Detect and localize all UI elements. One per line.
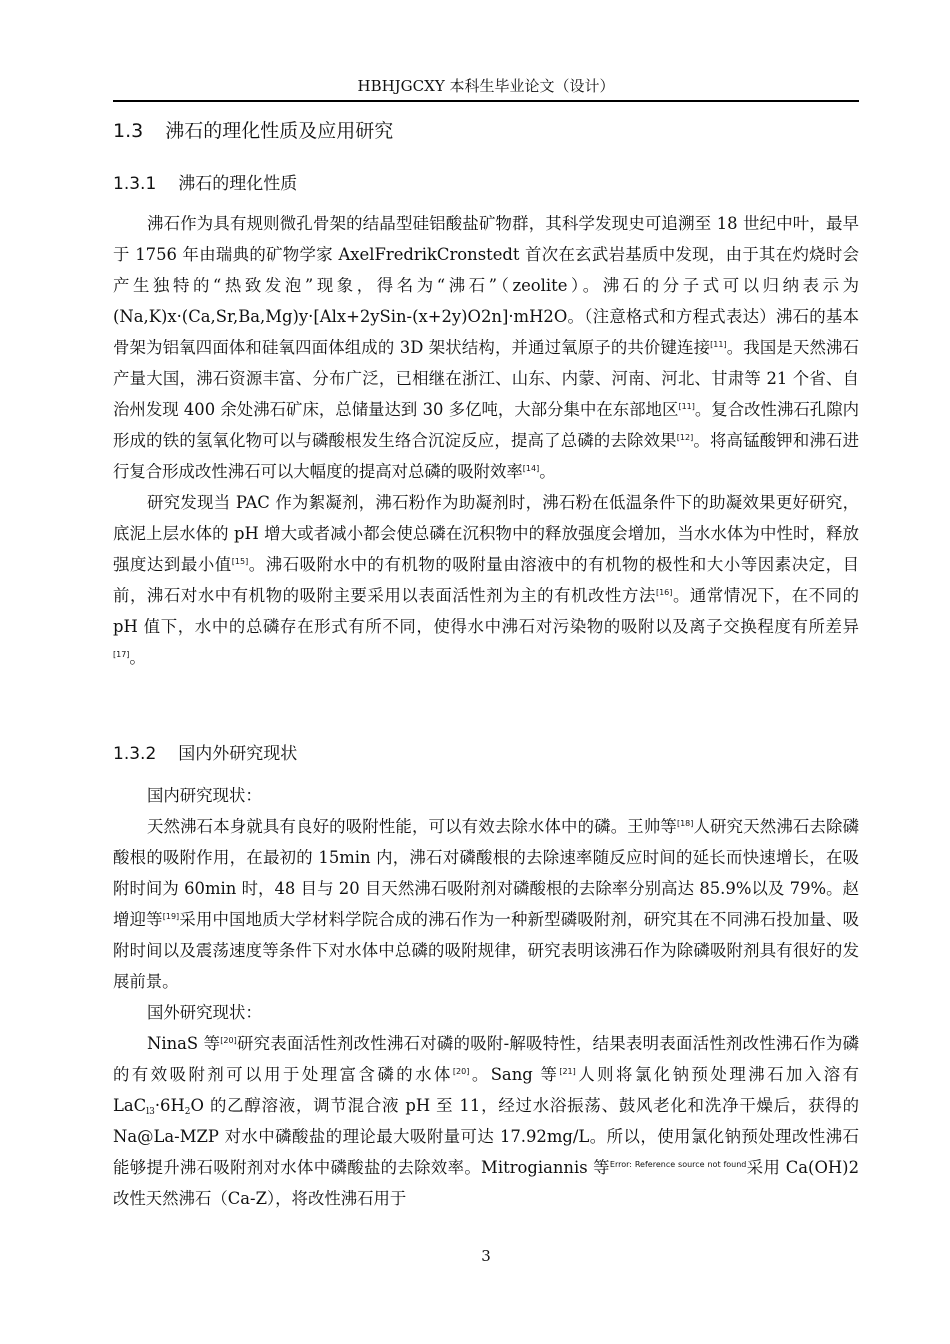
citation: [15]	[231, 557, 249, 566]
paragraph-1	[113, 208, 859, 487]
domestic-label: 国内研究现状：	[147, 786, 262, 805]
broken-citation: Error: Reference source not found	[609, 1160, 747, 1169]
subsection-title-1: 沸石的理化性质	[178, 174, 298, 194]
text-run: 。我国是天然沸石产量大国，沸石资源丰富、分布广泛，已相继在浙江、山东、内蒙、河南、河北、甘肃等 21 个省、自治州发现 400 余处沸石矿床，总储量达到 30 多亿吨，大部分集中在东部地区	[113, 338, 859, 419]
text-run: 人研究天然沸石去除磷酸根的吸附作用，在最初的 15min 内，沸石对磷酸根的去除速率随反应时间的延长而快速增长，在吸附时间为 60min 时，48 目与 20 目天然沸石吸附剂对磷酸根的去除率分别高达 85.9%以及 79%。赵增迎等	[113, 817, 860, 929]
subsection-body-2	[113, 780, 859, 1214]
text-run: 沸石作为具有规则微孔骨架的结晶型硅铝酸盐矿物群，其科学发现史可追溯至 18 世纪中叶，最早于 1756 年由瑞典的矿物学家 AxelFredrikCronstedt 首次在玄武岩基质中发现，由于其在灼烧时会产生独特的“热致发泡”现象，得名为“沸石”（zeolite）。沸石的分子式可以归纳表示为(Na,K)x·(Ca,Sr,Ba,Mg)y·[Alx+2ySin-(x+2y)O2n]·mH2O。（注意格式和方程式表达）沸石的基本骨架为铝氧四面体和硅氧四面体组成的 3D 架状结构，并通过氧原子的共价键连接	[113, 214, 859, 357]
citation: [19]	[162, 912, 180, 921]
text-run: 采用 Ca(OH)2 改性天然沸石（Ca-Z），将改性沸石用于	[113, 1158, 859, 1208]
text-run: 采用中国地质大学材料学院合成的沸石作为一种新型磷吸附剂，研究其在不同沸石投加量、吸附时间以及震荡速度等条件下对水体中总磷的吸附规律，研究表明该沸石作为除磷吸附剂具有很好的发展前景。	[113, 910, 860, 991]
foreign-label: 国外研究现状：	[147, 1003, 262, 1022]
citation: [11]	[678, 402, 695, 411]
citation: [20]	[220, 1036, 237, 1045]
text-run: O 的乙醇溶液，调节混合液 pH 至 11，经过水浴振荡、鼓风老化和洗净干燥后，获得的 Na@La-MZP 对水中磷酸盐的理论最大吸附量可达 17.92mg/L。所以，使用氯化钠预处理改性沸石能够提升沸石吸附剂对水体中磷酸盐的去除效率。Mitrogiannis 等	[113, 1096, 859, 1177]
paragraph-domestic	[113, 811, 859, 997]
citation: [16]	[655, 588, 673, 597]
text-run: 。通常情况下，在不同的 pH 值下，水中的总磷存在形式有所不同，使得水中沸石对污染物的吸附以及离子交换程度有所差异	[113, 586, 860, 636]
citation: [12]	[676, 433, 694, 442]
paragraph-foreign	[113, 1028, 859, 1214]
citation: [17]	[113, 650, 130, 659]
text-run: 人则将氯化钠预处理沸石加入溶有 LaC	[113, 1065, 860, 1115]
text-run: 天然沸石本身就具有良好的吸附性能，可以有效去除水体中的磷。王帅等	[147, 817, 677, 836]
text-run: 。	[539, 462, 556, 481]
subsection-heading-1	[113, 172, 297, 196]
subsection-heading-2	[113, 742, 297, 766]
subsection-body-1	[113, 208, 859, 673]
citation: [21]	[559, 1067, 576, 1076]
subsection-number-1: 1.3.1	[113, 174, 157, 194]
subscript: 2	[184, 1107, 191, 1117]
text-run: NinaS 等	[147, 1034, 221, 1053]
subscript: l3	[146, 1107, 155, 1117]
text-run: 。沸石吸附水中的有机物的吸附量由溶液中的有机物的极性和大小等因素决定，目前，沸石对水中有机物的吸附主要采用以表面活性剂为主的有机改性方法	[113, 555, 860, 605]
section-heading	[113, 119, 393, 143]
citation: [11]	[710, 340, 727, 349]
subsection-title-2: 国内外研究现状	[178, 744, 298, 764]
section-number: 1.3	[113, 120, 144, 142]
text-run: ·6H	[154, 1096, 185, 1115]
text-run: 。	[129, 648, 146, 667]
text-run: 。复合改性沸石孔隙内形成的铁的氢氧化物可以与磷酸根发生络合沉淀反应，提高了总磷的去除效果	[113, 400, 860, 450]
text-run: 研究表面活性剂改性沸石对磷的吸附-解吸特性，结果表明表面活性剂改性沸石作为磷的有效吸附剂可以用于处理富含磷的水体	[113, 1034, 859, 1084]
citation: [20]	[452, 1067, 470, 1076]
page-number: 3	[481, 1247, 491, 1265]
header-rule	[113, 100, 859, 102]
citation: [14]	[522, 464, 540, 473]
text-run: 。将高锰酸钾和沸石进行复合形成改性沸石可以大幅度的提高对总磷的吸附效率	[113, 431, 860, 481]
subsection-number-2: 1.3.2	[113, 744, 157, 764]
text-run: 。Sang 等	[469, 1065, 560, 1084]
running-header: HBHJGCXY 本科生毕业论文（设计）	[357, 77, 615, 95]
citation: [18]	[676, 819, 694, 828]
paragraph-2	[113, 487, 859, 673]
section-title: 沸石的理化性质及应用研究	[165, 120, 394, 142]
text-run: 研究发现当 PAC 作为絮凝剂，沸石粉作为助凝剂时，沸石粉在低温条件下的助凝效果更好研究，底泥上层水体的 pH 增大或者减小都会使总磷在沉积物中的释放强度会增加，当水水体为中性时，释放强度达到最小值	[113, 493, 859, 574]
